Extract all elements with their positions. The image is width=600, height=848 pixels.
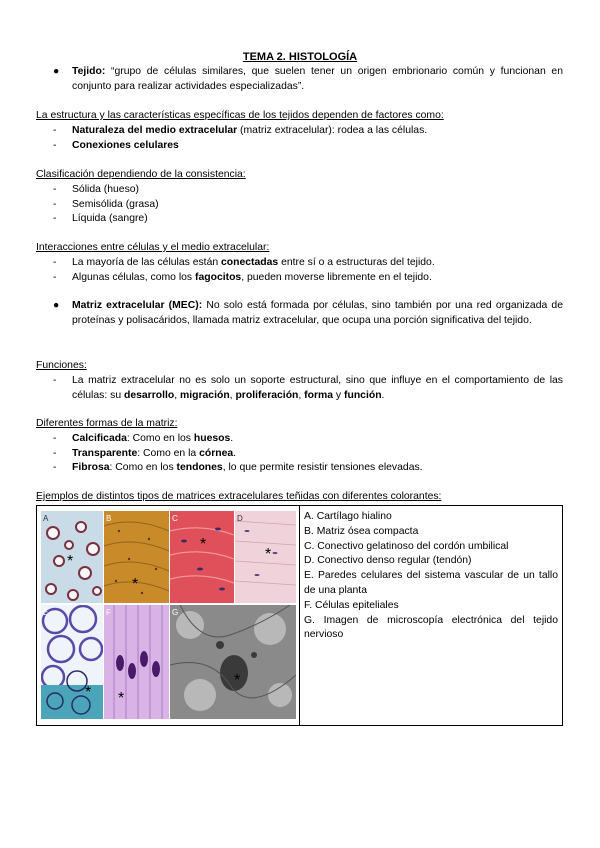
panel-label: E xyxy=(43,608,49,617)
list-item: E. Paredes celulares del sistema vascular de un tallo de una planta xyxy=(304,570,558,596)
list-item: F. Células epiteliales xyxy=(304,599,399,611)
tejido-text: “grupo de células similares, que suelen tener un origen embrionario común y funcionan en conjunto para realizar actividades especializadas”. xyxy=(72,66,563,92)
dash-marker: - xyxy=(53,139,57,151)
clasificacion-section xyxy=(36,168,563,227)
panel-label: C xyxy=(172,514,178,523)
dash-marker: - xyxy=(53,256,57,268)
list-item: B. Matriz ósea compacta xyxy=(304,525,419,537)
list-item: - Algunas células, como los fagocitos, pueden moverse libremente en el tejido. xyxy=(36,271,563,286)
interacciones-section xyxy=(36,241,563,285)
panel-a-cartilage xyxy=(41,511,103,603)
list-item: - Naturaleza del medio extracelular (matriz extracelular): rodea a las células. xyxy=(36,124,563,139)
dash-marker: - xyxy=(53,271,57,283)
tejido-term: Tejido: xyxy=(72,66,106,77)
formas-section xyxy=(36,417,563,476)
panel-c-gelatinous xyxy=(170,511,234,603)
panel-label: A xyxy=(43,514,49,523)
asterisk-marker: * xyxy=(200,536,207,553)
clasificacion-heading: Clasificación dependiendo de la consistencia: xyxy=(36,169,246,180)
mec-text: No solo está formada por células, sino también por una red organizada de proteínas y polisacáridos, llamada matriz extracelular, que ocupa una porción significativa del tejido. xyxy=(72,300,563,326)
list-item: - La matriz extracelular no es solo un soporte estructural, sino que influye en el comportamiento de las células: su desarrollo, migración, proliferación, forma y función. xyxy=(53,374,563,401)
dash-marker: - xyxy=(53,124,57,136)
asterisk-marker: * xyxy=(67,553,74,570)
table-divider xyxy=(299,506,300,725)
dash-marker: - xyxy=(53,213,57,225)
formas-heading: Diferentes formas de la matriz: xyxy=(36,418,178,429)
mec-term: Matriz extracelular (MEC): xyxy=(72,300,203,311)
list-item: - Semisólida (grasa) xyxy=(36,198,563,213)
dash-marker: - xyxy=(53,374,57,386)
panel-label: F xyxy=(106,608,111,617)
panel-e-plant xyxy=(41,605,103,719)
list-item: A. Cartílago hialino xyxy=(304,511,392,522)
page-title: TEMA 2. HISTOLOGÍA xyxy=(242,51,358,63)
tejido-definition xyxy=(36,65,563,95)
panel-label: G xyxy=(172,608,179,617)
list-item: G. Imagen de microscopía electrónica del tejido nervioso xyxy=(304,614,558,641)
list-item: - Líquida (sangre) xyxy=(36,212,563,227)
asterisk-marker: * xyxy=(132,576,139,593)
dash-marker: - xyxy=(53,447,57,459)
dash-marker: - xyxy=(53,432,57,444)
bullet-icon: ● xyxy=(53,300,60,311)
funciones-heading: Funciones: xyxy=(36,360,87,371)
examples-legend xyxy=(304,510,558,643)
mec-definition xyxy=(36,299,563,329)
list-item: - La mayoría de las células están conectadas entre sí o a estructuras del tejido. xyxy=(36,256,563,271)
estructura-section xyxy=(36,109,563,153)
dash-marker: - xyxy=(53,198,57,210)
list-item: C. Conectivo gelatinoso del cordón umbilical xyxy=(304,540,509,552)
estructura-heading: La estructura y las características específicas de los tejidos dependen de factores como: xyxy=(36,110,444,121)
bullet-icon: ● xyxy=(53,66,60,77)
asterisk-marker: * xyxy=(265,546,272,563)
panel-d-tendon xyxy=(235,511,296,603)
list-item: - Fibrosa: Como en los tendones, lo que permite resistir tensiones elevadas. xyxy=(36,461,563,476)
asterisk-marker: * xyxy=(118,690,125,707)
interacciones-heading: Interacciones entre células y el medio extracelular: xyxy=(36,242,270,253)
list-item: - Calcificada: Como en los huesos. xyxy=(36,432,563,447)
plant-cells-image xyxy=(41,605,103,719)
asterisk-marker: * xyxy=(85,684,92,701)
list-item: - Conexiones celulares xyxy=(36,139,563,154)
dash-marker: - xyxy=(53,183,57,195)
examples-table xyxy=(36,505,563,726)
panel-label: D xyxy=(237,514,243,523)
list-item: D. Conectivo denso regular (tendón) xyxy=(304,555,472,567)
asterisk-marker: * xyxy=(234,672,241,689)
ejemplos-heading: Ejemplos de distintos tipos de matrices extracelulares teñidas con diferentes colorantes: xyxy=(36,491,442,502)
panel-g-em xyxy=(170,605,296,719)
panel-f-epithelial xyxy=(104,605,169,719)
list-item: - Transparente: Como en la córnea. xyxy=(36,447,563,462)
dash-marker: - xyxy=(53,462,57,474)
gelatinous-image xyxy=(170,511,234,603)
em-image xyxy=(170,605,296,719)
epithelial-image xyxy=(104,605,169,719)
funciones-section xyxy=(36,359,563,403)
list-item: - Sólida (hueso) xyxy=(36,183,563,198)
histology-figure xyxy=(41,511,296,719)
panel-b-bone xyxy=(104,511,169,603)
panel-label: B xyxy=(106,514,112,523)
